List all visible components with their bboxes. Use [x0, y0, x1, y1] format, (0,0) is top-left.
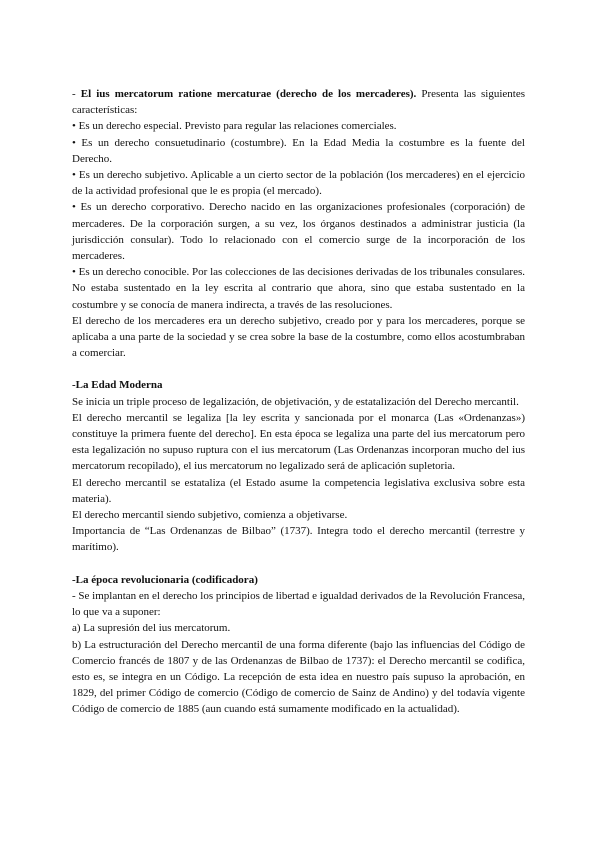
section-heading — [72, 377, 525, 393]
paragraph: - Se implantan en el derecho los principios de libertad e igualdad derivados de la Revolución Francesa, lo que va a suponer: — [72, 589, 525, 619]
paragraph: El derecho mercantil se estataliza (el Estado asume la competencia legislativa exclusiva sobre esta materia). — [72, 476, 525, 505]
section-heading-text: -La época revolucionaria (codificadora) — [72, 573, 258, 586]
paragraph: b) La estructuración del Derecho mercantil de una forma diferente (bajo las influencias del Código de Comercio francés de 1807 y de las Ordenanzas de Bilbao de 1737): el Derecho mercantil se codifica, esto es, se integra en un Código. La recepción de esta idea en nuestro país supuso la aprobación, en 1829, del primer Código de comercio (Código de comercio de Sainz de Andino) y del todavía vigente Código de comercio de 1885 (aun cuando está sumamente modificado en la actualidad). — [72, 638, 525, 716]
bullet-item: • Es un derecho corporativo. Derecho nacido en las organizaciones profesionales (corporación) de mercaderes. De la corporación surgen, a su vez, los órganos destinados a administrar justicia (la jurisdicción consular). Todo lo relacionado con el comercio surge de la incorporación de los mercaderes. — [72, 201, 525, 263]
spacer — [72, 361, 525, 377]
bullet-item: • Es un derecho conocible. Por las colecciones de las decisiones derivadas de los tribunales consulares. No estaba sustentado en la ley escrita al contrario que ahora, sino que estaba sustentado en la costumbre y se conocía de manera indirecta, a través de las resoluciones. — [72, 266, 525, 311]
intro-title: El ius mercatorum ratione mercaturae (derecho de los mercaderes). — [80, 88, 417, 100]
section-heading-text: -La Edad Moderna — [72, 379, 163, 392]
paragraph: El derecho mercantil siendo subjetivo, comienza a objetivarse. — [72, 509, 348, 522]
spacer — [72, 556, 525, 572]
document-page — [72, 86, 525, 718]
paragraph: Se inicia un triple proceso de legalización, de objetivación, y de estatalización del Derecho mercantil. — [72, 395, 519, 408]
section1-intro — [72, 86, 525, 118]
section-heading — [72, 572, 525, 588]
paragraph: a) La supresión del ius mercatorum. — [72, 622, 231, 635]
closing-paragraph: El derecho de los mercaderes era un derecho subjetivo, creado por y para los mercaderes, porque se aplicaba a una parte de la sociedad y se crea sobre la base de la costumbre, como ellos acostumbraban a comerciar. — [72, 314, 525, 360]
bullet-item: • Es un derecho consuetudinario (costumbre). En la Edad Media la costumbre es la fuente del Derecho. — [72, 136, 525, 165]
paragraph: Importancia de “Las Ordenanzas de Bilbao” (1737). Integra todo el derecho mercantil (terrestre y marítimo). — [72, 525, 525, 554]
paragraph: El derecho mercantil se legaliza [la ley escrita y sancionada por el monarca (Las «Ordenanzas») constituye la primera fuente del derecho]. En esta época se legaliza una parte del ius mercatorum pero esta legalización no supuso ruptura con el ius mercatorum (Las Ordenanzas incorporan mucho del ius mercatorum recopilado), el ius mercatorum no legalizado será de aplicación supletoria. — [72, 411, 525, 473]
bullet-item: • Es un derecho subjetivo. Aplicable a un cierto sector de la población (los mercaderes) en el ejercicio de la actividad profesional que le es propia (el mercado). — [72, 169, 525, 198]
intro-text: Presenta las siguientes características: — [72, 88, 526, 117]
intro-dash: - — [72, 88, 81, 100]
bullet-item: • Es un derecho especial. Previsto para regular las relaciones comerciales. — [72, 120, 397, 133]
